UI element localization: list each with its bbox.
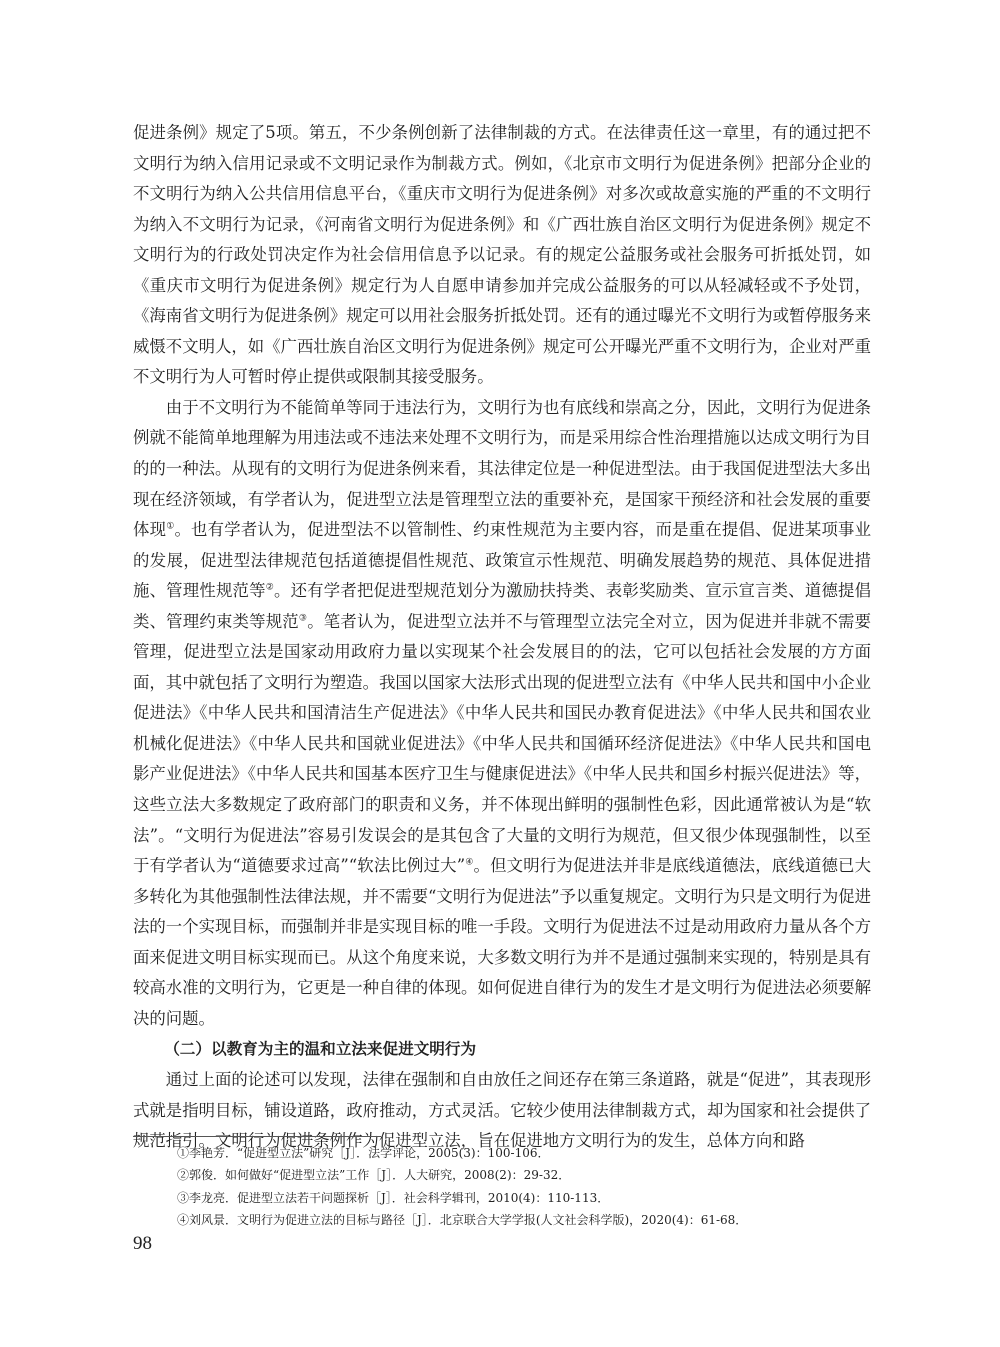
- footnotes: [177, 1142, 871, 1232]
- footnote-ref-4: ④: [465, 857, 474, 868]
- footnote-ref-3: ③: [298, 613, 308, 624]
- paragraph-2-text-b: 。也有学者认为，促进型法不以管制性、约束性规范为主要内容，而是重在提倡、促进某项事业的发展，促进型法律规范包括道德提倡性规范、政策宣示性规范、明确发展趋势的规范、具体促进措施、管理性规范等: [133, 520, 872, 601]
- footnote-ref-1: ①: [166, 521, 175, 532]
- page-number: 98: [133, 1233, 152, 1254]
- paragraph-2: [133, 393, 871, 1034]
- paragraph-2-text-c: 。还有学者把促进型规范划分为激励扶持类、表彰奖励类、宣示宣言类、道德提倡类、管理约束类等规范: [133, 581, 872, 631]
- footnote-4: ④刘风景．文明行为促进立法的目标与路径［J］．北京联合大学学报(人文社会科学版)，2020(4)：61-68．: [177, 1213, 748, 1228]
- paragraph-2-text-d: 。笔者认为，促进型立法并不与管理型立法完全对立，因为促进并非就不需要管理，促进型立法是国家动用政府力量以实现某个社会发展目的的法，它可以包括社会发展的方方面面，其中就包括了文明行为塑造。我国以国家大法形式出现的促进型立法有《中华人民共和国中小企业促进法》《中华人民共和国清洁生产促进法》《中华人民共和国民办教育促进法》《中华人民共和国农业机械化促进法》《中华人民共和国就业促进法》《中华人民共和国循环经济促进法》《中华人民共和国电影产业促进法》《中华人民共和国基本医疗卫生与健康促进法》《中华人民共和国乡村振兴促进法》等，这些立法大多数规定了政府部门的职责和义务，并不体现出鲜明的强制性色彩，因此通常被认为是“软法”。“文明行为促进法”容易引发误会的是其包含了大量的文明行为规范，但又很少体现强制性，以至于有学者认为“道德要求过高”“软法比例过大”: [133, 611, 872, 876]
- section-heading: （二）以教育为主的温和立法来促进文明行为: [164, 1040, 477, 1059]
- paragraph-1: 促进条例》规定了5项。第五，不少条例创新了法律制裁的方式。在法律责任这一章里，有的通过把不文明行为纳入信用记录或不文明记录作为制裁方式。例如，《北京市文明行为促进条例》把部分企业的不文明行为纳入公共信用信息平台，《重庆市文明行为促进条例》对多次或故意实施的严重的不文明行为纳入不文明行为记录，《河南省文明行为促进条例》和《广西壮族自治区文明行为促进条例》规定不文明行为的行政处罚决定作为社会信用信息予以记录。有的规定公益服务或社会服务可折抵处罚，如《重庆市文明行为促进条例》规定行为人自愿申请参加并完成公益服务的可以从轻减轻或不予处罚，《海南省文明行为促进条例》规定可以用社会服务折抵处罚。还有的通过曝光不文明行为或暂停服务来威慑不文明人，如《广西壮族自治区文明行为促进条例》规定可公开曝光严重不文明行为，企业对严重不文明行为人可暂时停止提供或限制其接受服务。: [133, 123, 871, 387]
- footnote-ref-2: ②: [265, 582, 274, 593]
- footnote-3: ③李龙亮．促进型立法若干问题探析［J］．社会科学辑刊，2010(4)：110-113．: [177, 1190, 610, 1205]
- paragraph-2-text-a: 由于不文明行为不能简单等同于违法行为，文明行为也有底线和崇高之分，因此，文明行为促进条例就不能简单地理解为用违法或不违法来处理不文明行为，而是采用综合性治理措施以达成文明行为目的的一种法。从现有的文明行为促进条例来看，其法律定位是一种促进型法。由于我国促进型法大多出现在经济领域，有学者认为，促进型立法是管理型立法的重要补充，是国家干预经济和社会发展的重要体现: [133, 397, 871, 540]
- footnote-1: ①李艳芳．“促进型立法”研究［J］．法学评论，2005(3)：100-106．: [177, 1146, 550, 1160]
- footnote-divider: [133, 1136, 381, 1137]
- article-body: [133, 118, 871, 1157]
- paragraph-2-text-e: 。但文明行为促进法并非是底线道德法，底线道德已大多转化为其他强制性法律法规，并不需要“文明行为促进法”予以重复规定。文明行为只是文明行为促进法的一个实现目标，而强制并非是实现目标的唯一手段。文明行为促进法不过是动用政府力量从各个方面来促进文明目标实现而已。从这个角度来说，大多数文明行为并不是通过强制来实现的，特别是具有较高水准的文明行为，它更是一种自律的体现。如何促进自律行为的发生才是文明行为促进法必须要解决的问题。: [133, 856, 872, 1028]
- footnote-2: ②郭俊．如何做好“促进型立法”工作［J］．人大研究，2008(2)：29-32．: [177, 1168, 571, 1183]
- paragraph-3: 通过上面的论述可以发现，法律在强制和自由放任之间还存在第三条道路，就是“促进”，其表现形式就是指明目标，铺设道路，政府推动，方式灵活。它较少使用法律制裁方式，却为国家和社会提供了规范指引。文明行为促进条例作为促进型立法，旨在促进地方文明行为的发生，总体方向和路: [133, 1069, 871, 1151]
